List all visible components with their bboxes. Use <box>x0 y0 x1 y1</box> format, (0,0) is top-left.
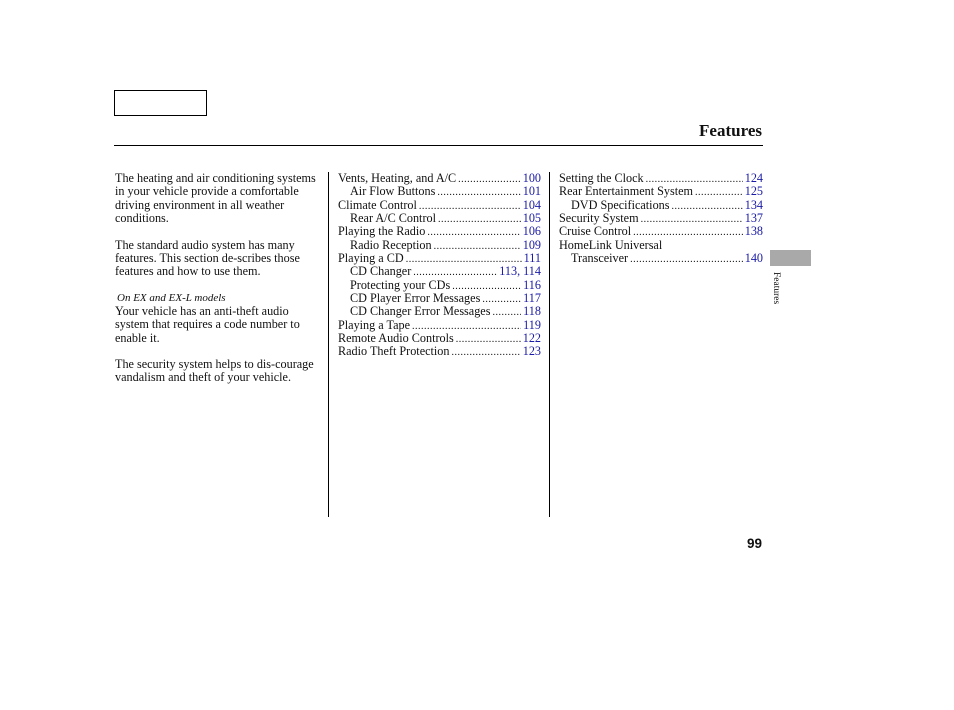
toc-entry-label: Radio Theft Protection <box>338 344 450 359</box>
toc-column-1 <box>338 172 541 359</box>
toc-entry[interactable] <box>338 292 541 305</box>
toc-entry[interactable] <box>338 225 541 238</box>
toc-entry[interactable] <box>338 265 541 278</box>
toc-leader-dots <box>451 346 520 359</box>
column-divider-right <box>549 172 550 517</box>
toc-page-link[interactable]: 137 <box>744 211 763 226</box>
toc-leader-dots <box>438 213 521 226</box>
page-title: Features <box>699 121 762 140</box>
toc-page-link[interactable]: 123 <box>522 344 541 359</box>
section-tab <box>770 250 811 266</box>
toc-entry-label: Climate Control <box>338 197 417 212</box>
toc-entry[interactable] <box>559 225 763 238</box>
toc-entry-label: Playing a Tape <box>338 317 411 332</box>
intro-text <box>115 172 320 385</box>
model-note: On EX and EX-L models <box>117 291 226 304</box>
toc-entry[interactable] <box>338 279 541 292</box>
toc-entry-label: Transceiver <box>571 251 629 266</box>
toc-page-link[interactable]: 140 <box>744 251 763 266</box>
toc-page-link[interactable]: 122 <box>522 331 541 346</box>
toc-entry-label: Playing a CD <box>338 251 404 266</box>
toc-entry-label: Radio Reception <box>350 237 432 252</box>
toc-leader-dots <box>492 306 521 319</box>
toc-entry[interactable] <box>338 332 541 345</box>
toc-entry-label: Playing the Radio <box>338 224 426 239</box>
toc-entry[interactable] <box>559 212 763 225</box>
toc-leader-dots <box>672 200 743 213</box>
toc-leader-dots <box>695 186 743 199</box>
toc-entry[interactable] <box>559 185 763 198</box>
toc-page-link[interactable]: 101 <box>522 184 541 199</box>
toc-leader-dots <box>437 186 520 199</box>
toc-entry-label: Protecting your CDs <box>350 277 451 292</box>
toc-page-link[interactable]: 106 <box>522 224 541 239</box>
toc-entry <box>559 239 763 252</box>
toc-entry-label: DVD Specifications <box>571 197 670 212</box>
toc-entry[interactable] <box>338 172 541 185</box>
toc-page-link[interactable]: 117 <box>523 291 541 306</box>
toc-leader-dots <box>641 213 743 226</box>
toc-leader-dots <box>630 253 743 266</box>
toc-page-link[interactable]: 124 <box>744 171 763 185</box>
toc-entry-label: Vents, Heating, and A/C <box>338 171 457 185</box>
toc-page-link[interactable]: 113, 114 <box>499 264 541 279</box>
toc-page-link[interactable]: 104 <box>522 197 541 212</box>
toc-page-link[interactable]: 138 <box>744 224 763 239</box>
toc-entry-label: Rear Entertainment System <box>559 184 694 199</box>
toc-entry-label: Remote Audio Controls <box>338 331 454 346</box>
toc-entry[interactable] <box>338 199 541 212</box>
toc-entry[interactable] <box>338 305 541 318</box>
toc-entry-label: CD Changer Error Messages <box>350 304 491 319</box>
toc-page-link[interactable]: 100 <box>522 171 541 185</box>
toc-page-link[interactable]: 118 <box>523 304 541 319</box>
toc-entry-label: Security System <box>559 211 639 226</box>
toc-leader-dots <box>427 226 520 239</box>
toc-page-link[interactable]: 125 <box>744 184 763 199</box>
intro-paragraph-audio: The standard audio system has many features. This section de-scribes those features and how to use them. <box>115 237 300 279</box>
toc-page-link[interactable]: 134 <box>744 197 763 212</box>
toc-page-link[interactable]: 119 <box>523 317 541 332</box>
toc-entry[interactable] <box>338 345 541 358</box>
toc-entry-label: Rear A/C Control <box>350 211 436 226</box>
intro-paragraph-antitheft: Your vehicle has an anti-theft audio system that requires a code number to enable it. <box>115 303 300 345</box>
column-divider-left <box>328 172 329 517</box>
intro-paragraph-heating: The heating and air conditioning systems in your vehicle provide a comfortable driving environment in all weather conditions. <box>115 171 316 226</box>
toc-entry[interactable] <box>559 172 763 185</box>
toc-entry-label: Cruise Control <box>559 224 632 239</box>
toc-entry[interactable] <box>559 252 763 265</box>
toc-entry-label: Setting the Clock <box>559 171 644 185</box>
toc-entry[interactable] <box>338 239 541 252</box>
toc-leader-dots <box>456 333 521 346</box>
toc-entry[interactable] <box>338 319 541 332</box>
toc-leader-dots <box>458 173 521 186</box>
toc-page-link[interactable]: 111 <box>523 251 541 266</box>
toc-leader-dots <box>434 240 521 253</box>
toc-column-2 <box>559 172 763 265</box>
toc-page-link[interactable]: 105 <box>522 211 541 226</box>
toc-entry[interactable] <box>338 185 541 198</box>
section-tab-label: Features <box>771 272 781 305</box>
toc-entry-label: CD Player Error Messages <box>350 291 481 306</box>
toc-entry[interactable] <box>338 252 541 265</box>
toc-page-link[interactable]: 116 <box>523 277 541 292</box>
toc-entry-label: HomeLink Universal <box>559 237 663 252</box>
header-rule <box>114 145 763 146</box>
page-number: 99 <box>746 536 762 551</box>
toc-entry-label: CD Changer <box>350 264 412 279</box>
toc-entry[interactable] <box>338 212 541 225</box>
navigation-box <box>114 90 207 116</box>
toc-entry-label: Air Flow Buttons <box>350 184 436 199</box>
toc-entry[interactable] <box>559 199 763 212</box>
toc-page-link[interactable]: 109 <box>522 237 541 252</box>
intro-paragraph-security: The security system helps to dis-courage vandalism and theft of your vehicle. <box>115 357 314 385</box>
